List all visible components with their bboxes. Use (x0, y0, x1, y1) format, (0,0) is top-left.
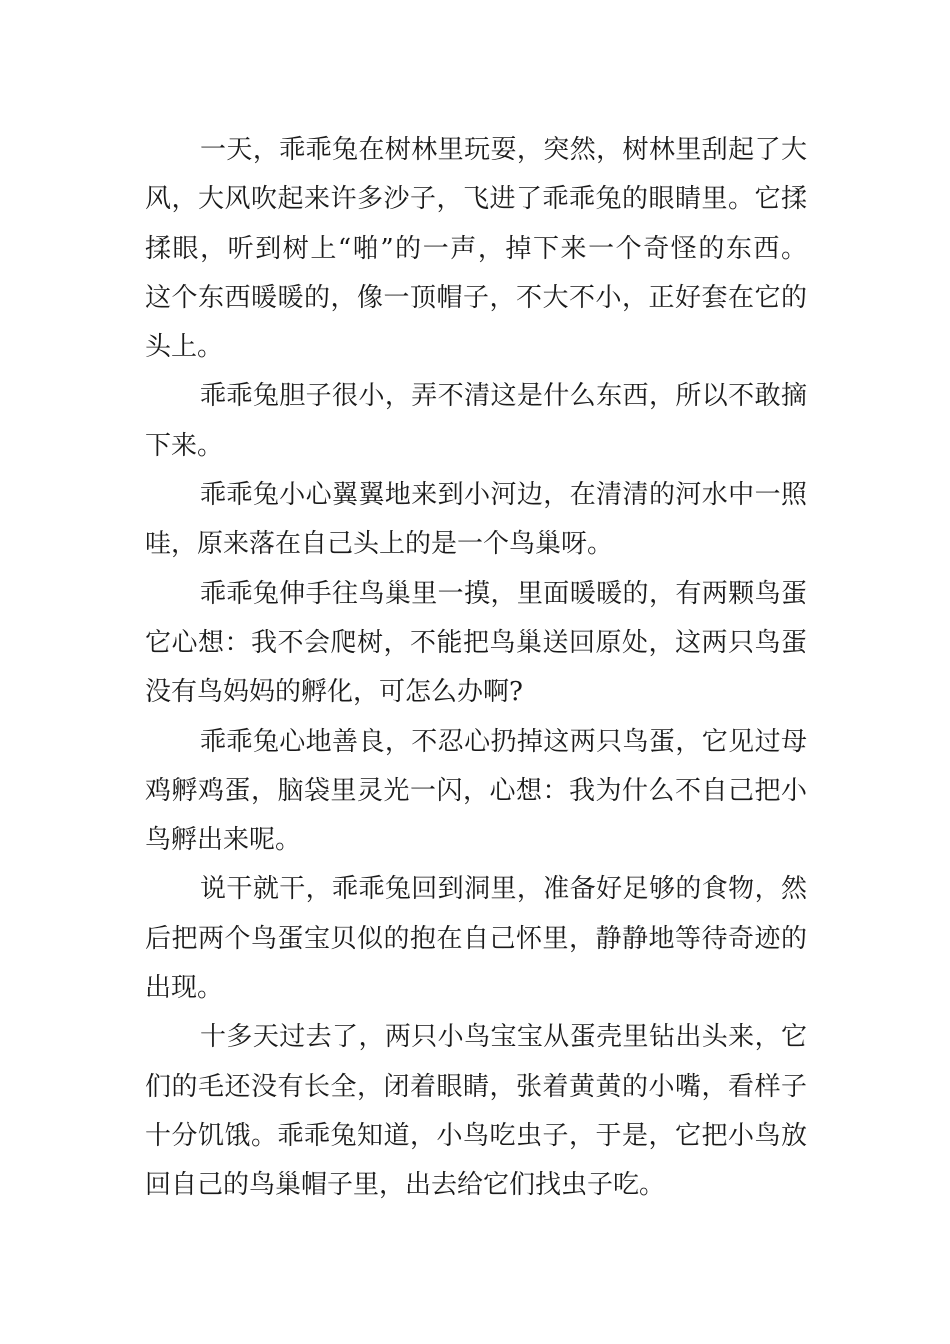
paragraph-5 (145, 718, 807, 866)
paragraph-3 (145, 471, 807, 570)
text-line: 十多天过去了，两只小鸟宝宝从蛋壳里钻出头来，它 (200, 1022, 807, 1053)
text-line: 下来。 (145, 430, 224, 461)
text-line: 乖乖兔胆子很小，弄不清这是什么东西，所以不敢摘 (200, 381, 807, 412)
paragraph-6 (145, 865, 807, 1013)
text-line: 出现。 (145, 973, 224, 1004)
text-line: 乖乖兔心地善良，不忍心扔掉这两只鸟蛋，它见过母 (200, 726, 807, 757)
text-line: 没有鸟妈妈的孵化，可怎么办啊? (145, 677, 523, 708)
paragraph-7 (145, 1013, 807, 1210)
text-line: 揉眼，听到树上“啪”的一声，掉下来一个奇怪的东西。 (145, 233, 807, 264)
text-line: 一天，乖乖兔在树林里玩耍，突然，树林里刮起了大 (200, 135, 807, 165)
text-line: 头上。 (145, 332, 224, 363)
text-line: 十分饥饿。乖乖兔知道，小鸟吃虫子，于是，它把小鸟放 (145, 1120, 807, 1151)
text-line: 说干就干，乖乖兔回到洞里，准备好足够的食物，然 (200, 874, 807, 905)
text-line: 鸡孵鸡蛋，脑袋里灵光一闪，心想：我为什么不自己把小 (145, 775, 807, 806)
text-line: 风，大风吹起来许多沙子，飞进了乖乖兔的眼睛里。它揉 (145, 184, 807, 215)
document-body (145, 126, 807, 1211)
paragraph-4 (145, 570, 807, 718)
text-line: 它心想：我不会爬树，不能把鸟巢送回原处，这两只鸟蛋 (145, 627, 807, 658)
paragraph-2 (145, 372, 807, 471)
text-line: 乖乖兔小心翼翼地来到小河边，在清清的河水中一照 (200, 480, 807, 511)
text-line: 后把两个鸟蛋宝贝似的抱在自己怀里，静静地等待奇迹的 (145, 923, 807, 954)
text-line: 回自己的鸟巢帽子里，出去给它们找虫子吃。 (145, 1170, 666, 1201)
text-line: 这个东西暖暖的，像一顶帽子，不大不小，正好套在它的 (145, 282, 807, 313)
text-line: 们的毛还没有长全，闭着眼睛，张着黄黄的小嘴，看样子 (145, 1071, 807, 1102)
text-line: 乖乖兔伸手往鸟巢里一摸，里面暖暖的，有两颗鸟蛋 (200, 578, 807, 609)
text-line: 鸟孵出来呢。 (145, 825, 302, 856)
text-line: 哇，原来落在自己头上的是一个鸟巢呀。 (145, 529, 614, 560)
paragraph-1 (145, 126, 807, 372)
